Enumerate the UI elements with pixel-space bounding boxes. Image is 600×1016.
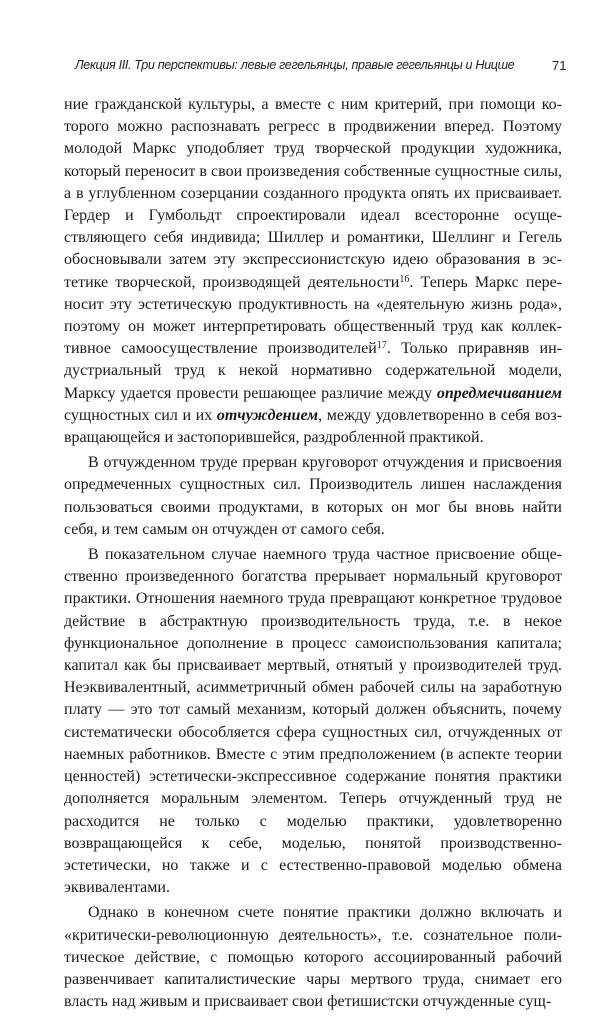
running-header: Лекция III. Три перспективы: левые гегельянцы, правые гегельянцы и Ницше — [75, 58, 515, 72]
paragraph-1-text-2: . Теперь Маркс переносит эту эстетическую продуктивность на «деятельную жизнь рода», поэтому он может интерпретировать общественный труд как коллективное самоосуществление производителей — [64, 273, 562, 358]
page-number: 71 — [552, 58, 567, 73]
paragraph-2: В отчужденном труде прерван круговорот отчуждения и присвоения опредмеченных сущностных сил. Производитель лишен наслаждения пользоваться своими продуктами, в которых он мог бы вновь найти себя, и тем самым он отчужден от самого себя. — [64, 454, 562, 538]
paragraph-4: Однако в конечном счете понятие практики должно включать и «критически-революционную деятельность», т.е. сознательное политическое действие, с помощью которого ассоциированный рабочий развенчивает капиталистические чары мертвого труда, снимает его власть над живым и присваивает свои фетишистски отчужденные сущ- — [64, 904, 562, 1011]
paragraph-1-text-5: , между удовлетворенно в себя возвращающейся и застопорившейся, раздробленной практикой. — [64, 406, 563, 447]
footnote-ref-17: 17 — [376, 340, 387, 352]
paragraph-3: В показательном случае наемного труда частное присвоение общественно произведенного богатства прерывает нормальный круговорот практики. Отношения наемного труда превращают конкретное трудовое действие в абстрактную производительность труда, т.е. в некое функциональное дополнение в процесс самоиспользования капитала; капитал как бы присваивает мертвый, отнятый у производителей труд. Неэквивалентный, асимметричный обмен рабочей силы на заработную плату — это тот самый механизм, который должен объяснить, почему систематически обособляется сфера сущностных сил, отчужденных от наемных работников. Вместе с этим предположением (в аспекте теории ценностей) эстетически-экспрессивное содержание понятия практики дополняется моральным элементом. Теперь отчужденный труд не расходится не только с моделью практики, удовлетворенно возвращающейся к себе, моделью, понятой производственно-эстетически, но также и с естественно-правовой моделью обмена эквивалентами. — [64, 546, 562, 897]
emphasis-alienation: отчуждением — [216, 406, 319, 424]
footnote-ref-16: 16 — [399, 273, 410, 285]
emphasis-objectification: опредмечиванием — [436, 384, 562, 402]
paragraph-1 — [64, 94, 562, 449]
paragraph-1-text-4: сущностных сил и их — [64, 406, 217, 424]
paragraph-1-text-3: . Только приравняв индустриальный труд к некой нормативно содержательной модели, Марксу удается провести решающее различие между — [64, 340, 562, 402]
body-text — [64, 94, 562, 1016]
paragraph-1-text-1: ние гражданской культуры, а вместе с ним критерий, при помощи которого можно распознавать регресс в продвижении вперед. Поэтому молодой Маркс уподобляет труд творческой продукции художника, который переносит в свои произведения собственные сущностные силы, а в углубленном созерцании созданного продукта опять их присваивает. Гердер и Гумбольдт спроектировали идеал всесторонне осуществляющего себя индивида; Шиллер и романтики, Шеллинг и Гегель обосновывали затем эту экспрессионистскую идею образования в эстетике творческой, производящей деятельности — [64, 96, 562, 291]
